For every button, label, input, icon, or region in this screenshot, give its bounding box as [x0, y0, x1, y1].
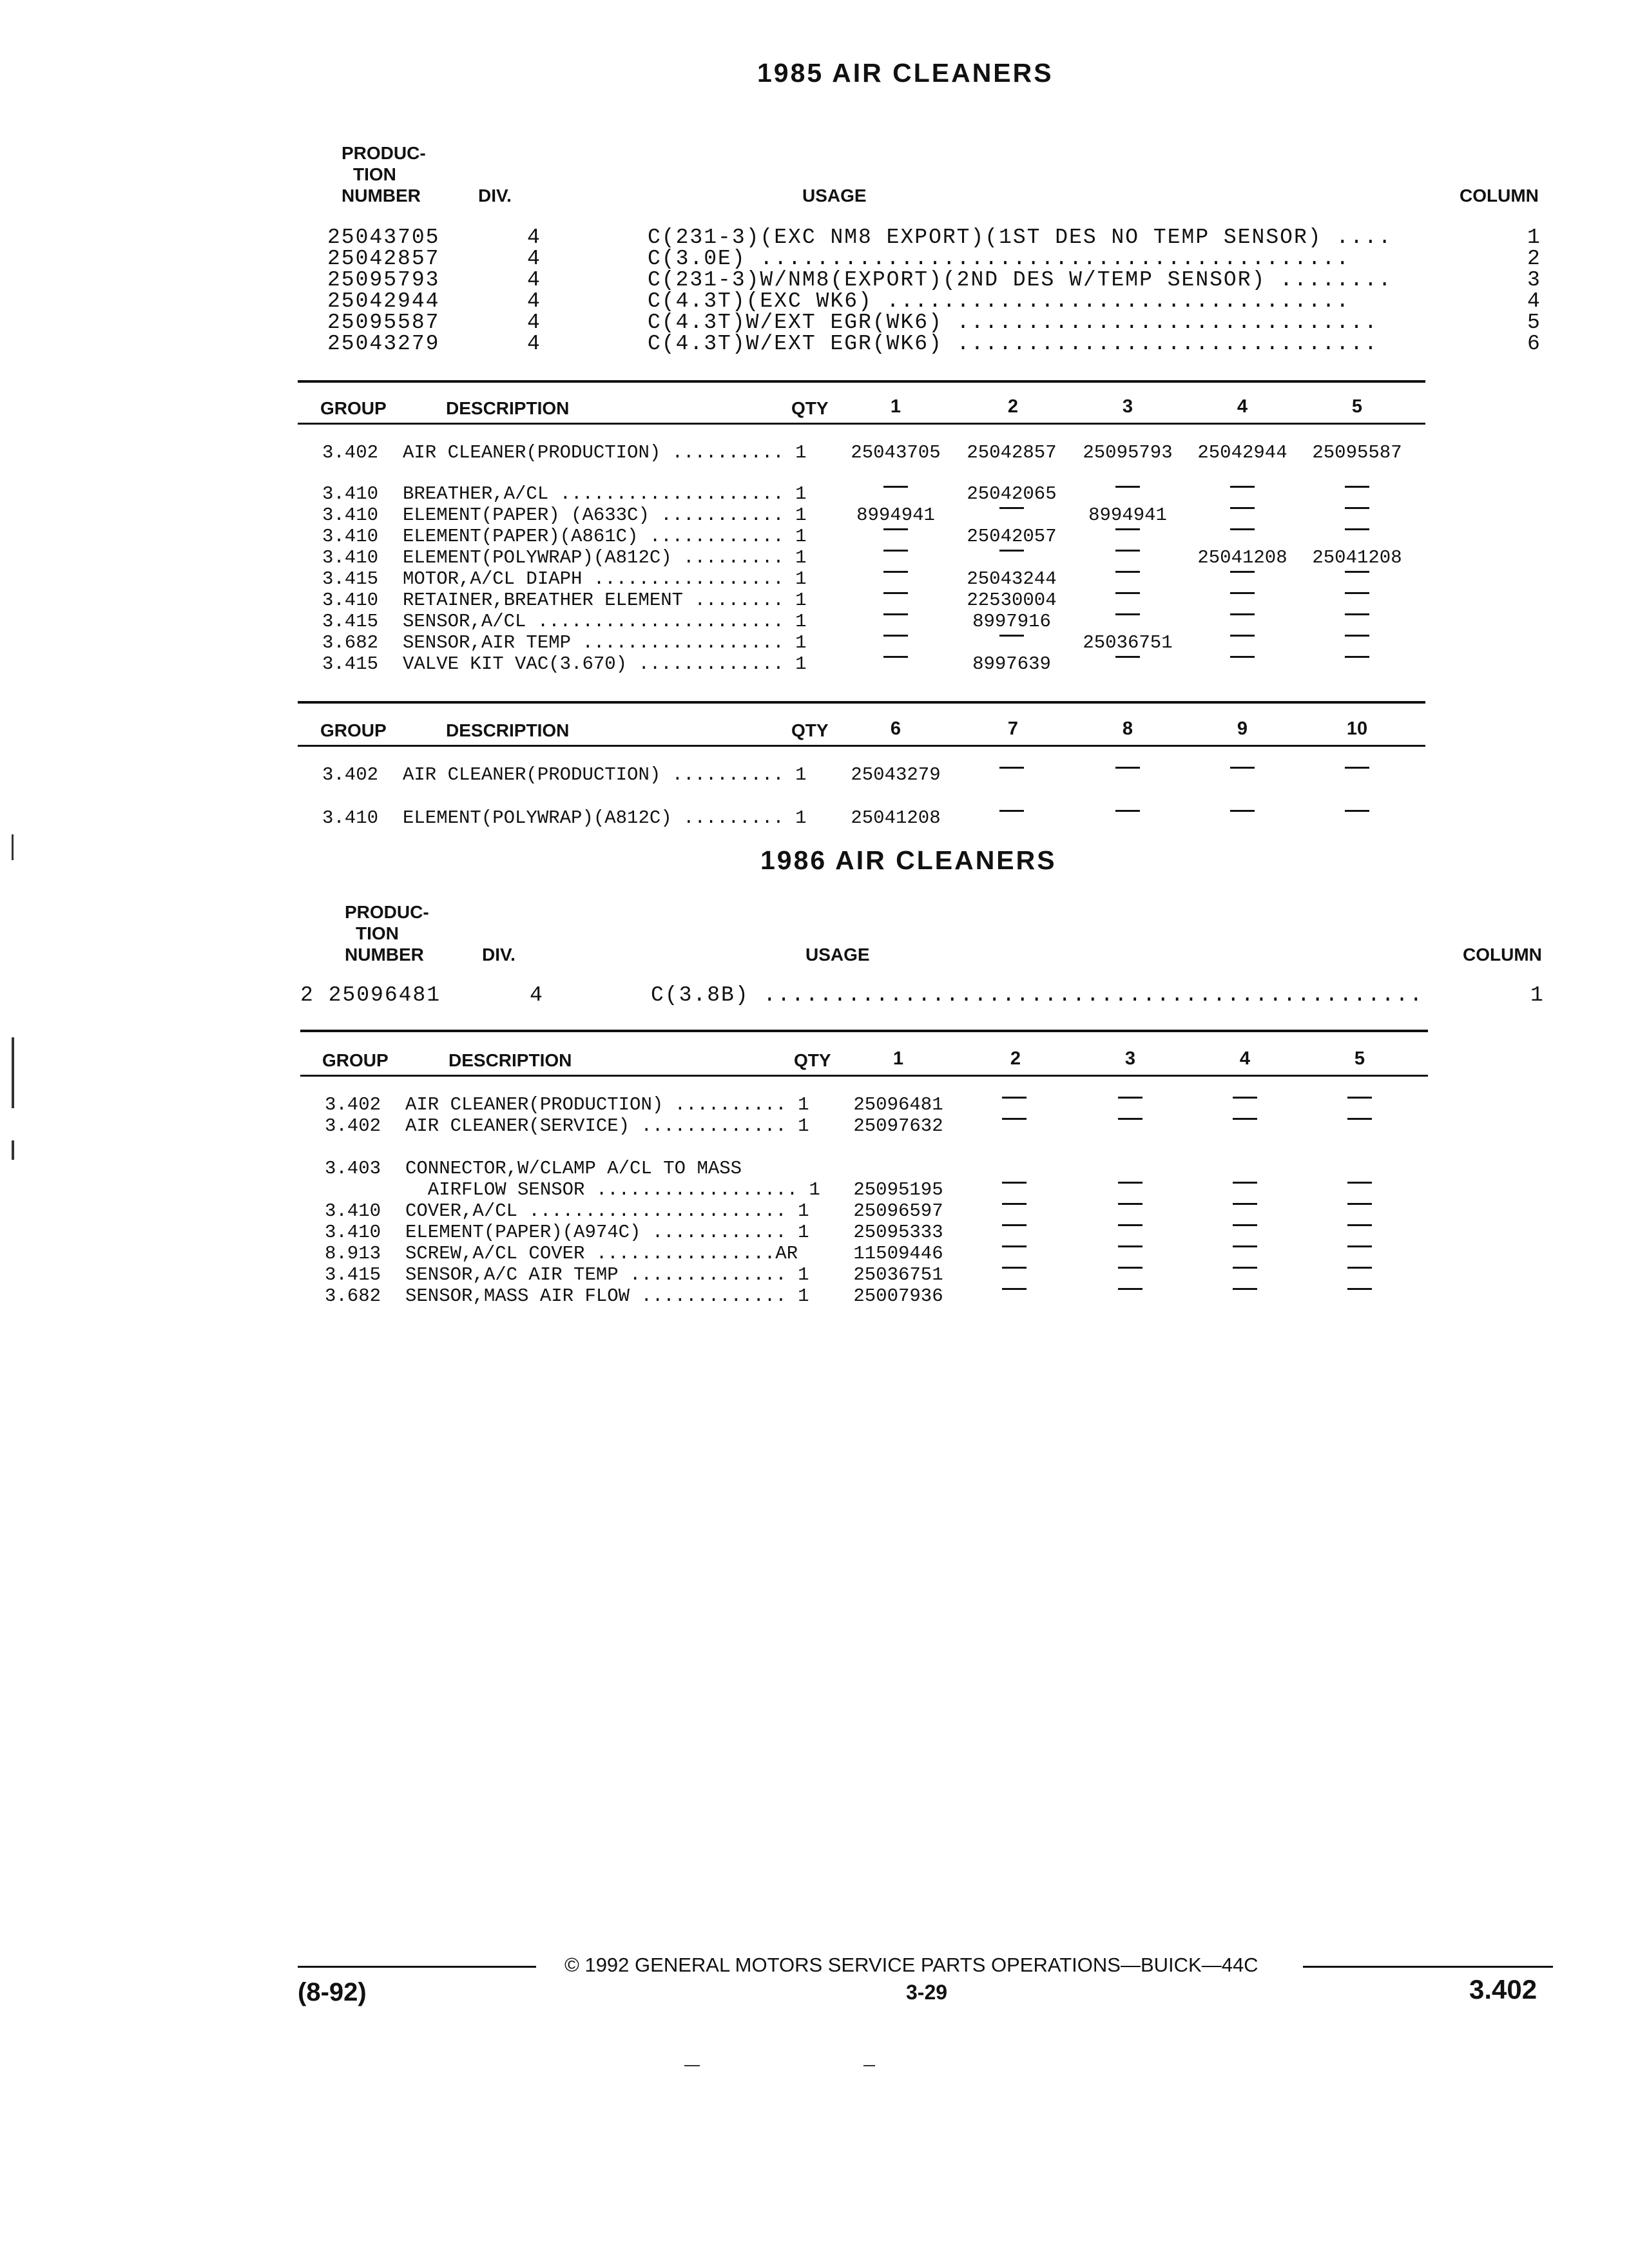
table-cell-dash	[883, 592, 908, 594]
table-cell-description: SENSOR,MASS AIR FLOW ............. 1	[405, 1285, 809, 1307]
table-cell-dash	[999, 635, 1024, 637]
table-cell-dash	[1115, 592, 1140, 594]
table-cell-dash	[1115, 550, 1140, 552]
table-cell-dash	[1345, 613, 1369, 615]
col-header-group: GROUP	[322, 1050, 389, 1070]
table-cell-dash	[1345, 767, 1369, 769]
table-cell-dash	[883, 656, 908, 658]
usage-header: USAGE	[805, 945, 870, 965]
scan-mark	[863, 2065, 875, 2066]
prod-number-header-line3: NUMBER	[342, 186, 421, 206]
table-cell-description: ELEMENT(POLYWRAP)(A812C) ......... 1	[403, 547, 807, 568]
table-cell-part-number: 25007936	[853, 1285, 943, 1307]
prod-number: 25043279	[327, 332, 440, 356]
table-cell-dash	[999, 767, 1024, 769]
table-cell-group: 3.410	[322, 807, 379, 829]
table-cell-dash	[883, 528, 908, 530]
col-header-3: 3	[1122, 396, 1133, 417]
table-cell-part-number: 25041208	[851, 807, 941, 829]
table-cell-dash	[1230, 810, 1255, 812]
table-cell-dash	[1118, 1097, 1142, 1099]
table-cell-dash	[1118, 1182, 1142, 1184]
scan-mark	[12, 834, 14, 860]
prod-column: 4	[1527, 289, 1541, 313]
table-cell-description: SENSOR,A/CL ...................... 1	[403, 611, 807, 632]
prod-usage: C(4.3T)(EXC WK6) .................................	[648, 289, 1351, 313]
column-header: COLUMN	[1460, 186, 1539, 206]
table-cell-description: BREATHER,A/CL .................... 1	[403, 483, 807, 505]
prod-number: 2 25096481	[300, 983, 441, 1007]
prod-usage: C(231-3)(EXC NM8 EXPORT)(1ST DES NO TEMP SENSOR) ....	[648, 226, 1393, 249]
table-cell-part-number: 25042065	[967, 483, 1057, 505]
div-header: DIV.	[478, 186, 512, 206]
div-header: DIV.	[482, 945, 516, 965]
prod-number-header-line1: PRODUC-	[345, 902, 429, 922]
prod-usage: C(4.3T)W/EXT EGR(WK6) ..............................	[648, 311, 1378, 334]
col-header-4: 4	[1239, 1048, 1251, 1069]
table-cell-part-number: 25036751	[853, 1264, 943, 1285]
table-cell-dash	[1233, 1288, 1257, 1290]
table-cell-group: 3.410	[322, 483, 379, 505]
table-cell-dash	[1230, 635, 1255, 637]
table-cell-description: RETAINER,BREATHER ELEMENT ........ 1	[403, 590, 807, 611]
table-cell-part-number: 25036751	[1083, 632, 1173, 653]
table-rule	[298, 701, 1425, 704]
footer-rule-right	[1303, 1966, 1553, 1968]
table-cell-dash	[1230, 767, 1255, 769]
table-cell-dash	[1115, 571, 1140, 573]
table-cell-dash	[1347, 1288, 1372, 1290]
table-cell-dash	[1347, 1224, 1372, 1226]
footer-copyright: © 1992 GENERAL MOTORS SERVICE PARTS OPERATIONS—BUICK—44C	[564, 1954, 1258, 1976]
table-cell-dash	[1233, 1203, 1257, 1205]
table-cell-dash	[1230, 486, 1255, 488]
table-cell-dash	[1118, 1118, 1142, 1120]
prod-number: 25042857	[327, 247, 440, 271]
prod-column: 6	[1527, 332, 1541, 356]
table-cell-dash	[1230, 528, 1255, 530]
table-cell-group: 3.402	[322, 764, 379, 785]
col-header-group: GROUP	[320, 398, 387, 418]
table-cell-part-number: 8997639	[972, 653, 1051, 675]
footer-page-number: 3-29	[906, 1981, 948, 2004]
table-cell-description: ELEMENT(PAPER) (A633C) ........... 1	[403, 505, 807, 526]
table-cell-part-number: 25043279	[851, 764, 941, 785]
table-cell-part-number: 22530004	[967, 590, 1057, 611]
table-cell-description: ELEMENT(PAPER)(A861C) ............ 1	[403, 526, 807, 547]
section-title-1986: 1986 AIR CLEANERS	[760, 845, 1057, 875]
prod-div: 4	[527, 226, 541, 249]
table-rule	[298, 380, 1425, 383]
prod-usage: C(231-3)W/NM8(EXPORT)(2ND DES W/TEMP SENSOR) ........	[648, 268, 1393, 292]
table-cell-description: AIRFLOW SENSOR .................. 1	[405, 1179, 820, 1200]
table-cell-part-number: 25042944	[1197, 442, 1287, 463]
table-cell-dash	[1347, 1245, 1372, 1247]
table-cell-dash	[1118, 1224, 1142, 1226]
table-cell-dash	[1347, 1097, 1372, 1099]
col-header-3: 3	[1124, 1048, 1136, 1069]
table-cell-dash	[1233, 1097, 1257, 1099]
table-cell-dash	[1233, 1224, 1257, 1226]
scan-mark	[12, 1037, 14, 1108]
prod-number-header-line2: TION	[353, 164, 396, 184]
table-cell-dash	[1115, 528, 1140, 530]
prod-column: 2	[1527, 247, 1541, 271]
table-cell-part-number: 25043705	[851, 442, 941, 463]
table-cell-dash	[1230, 656, 1255, 658]
col-header-1: 1	[890, 396, 901, 417]
table-cell-dash	[1230, 592, 1255, 594]
table-rule	[300, 1030, 1428, 1032]
table-cell-part-number: 8997916	[972, 611, 1051, 632]
table-cell-dash	[883, 486, 908, 488]
table-cell-dash	[1230, 571, 1255, 573]
prod-div: 4	[527, 268, 541, 292]
table-cell-part-number: 25097632	[853, 1115, 943, 1137]
table-cell-dash	[1002, 1245, 1027, 1247]
table-cell-dash	[999, 507, 1024, 509]
table-cell-dash	[1345, 528, 1369, 530]
table-cell-group: 3.682	[325, 1285, 381, 1307]
table-cell-dash	[1233, 1182, 1257, 1184]
prod-usage: C(3.0E) ..........................................	[648, 247, 1351, 271]
table-cell-dash	[1002, 1267, 1027, 1269]
prod-number: 25043705	[327, 226, 440, 249]
table-cell-dash	[883, 550, 908, 552]
footer-section-number: 3.402	[1469, 1974, 1537, 2004]
table-cell-group: 8.913	[325, 1243, 381, 1264]
col-header-1: 1	[892, 1048, 904, 1069]
prod-usage: C(4.3T)W/EXT EGR(WK6) ..............................	[648, 332, 1378, 356]
table-cell-dash	[1345, 571, 1369, 573]
table-cell-part-number: 25042057	[967, 526, 1057, 547]
table-cell-dash	[1347, 1267, 1372, 1269]
column-header: COLUMN	[1463, 945, 1542, 965]
table-cell-dash	[1233, 1245, 1257, 1247]
col-header-6: 6	[890, 718, 901, 739]
prod-column: 5	[1527, 311, 1541, 334]
table-cell-dash	[883, 635, 908, 637]
table-cell-part-number: 25095333	[853, 1222, 943, 1243]
col-header-description: DESCRIPTION	[448, 1050, 572, 1070]
table-cell-description: SCREW,A/CL COVER ................AR	[405, 1243, 798, 1264]
table-cell-description: ELEMENT(PAPER)(A974C) ............ 1	[405, 1222, 809, 1243]
table-cell-dash	[1345, 592, 1369, 594]
table-cell-dash	[1230, 613, 1255, 615]
table-cell-group: 3.410	[322, 590, 379, 611]
table-cell-dash	[883, 571, 908, 573]
prod-number-header-line1: PRODUC-	[342, 143, 426, 163]
table-cell-group: 3.402	[325, 1094, 381, 1115]
table-cell-dash	[1118, 1245, 1142, 1247]
table-rule	[300, 1075, 1428, 1077]
table-cell-dash	[999, 810, 1024, 812]
prod-div: 4	[527, 247, 541, 271]
table-cell-dash	[1118, 1203, 1142, 1205]
table-cell-part-number: 25095793	[1083, 442, 1173, 463]
footer-rule-left	[298, 1966, 536, 1968]
table-cell-dash	[1230, 507, 1255, 509]
table-cell-part-number: 25095195	[853, 1179, 943, 1200]
prod-number: 25095587	[327, 311, 440, 334]
table-cell-dash	[1347, 1203, 1372, 1205]
col-header-2: 2	[1010, 1048, 1021, 1069]
table-cell-group: 3.415	[322, 611, 379, 632]
table-cell-group: 3.402	[325, 1115, 381, 1137]
table-cell-dash	[1345, 507, 1369, 509]
table-cell-description: SENSOR,A/C AIR TEMP .............. 1	[405, 1264, 809, 1285]
table-cell-group: 3.410	[322, 547, 379, 568]
table-cell-dash	[1118, 1267, 1142, 1269]
table-cell-dash	[1345, 656, 1369, 658]
table-cell-dash	[1347, 1118, 1372, 1120]
table-cell-dash	[1233, 1267, 1257, 1269]
col-header-2: 2	[1007, 396, 1019, 417]
prod-number: 25042944	[327, 289, 440, 313]
table-cell-group: 3.410	[325, 1200, 381, 1222]
table-rule	[298, 745, 1425, 747]
col-header-group: GROUP	[320, 720, 387, 740]
table-cell-dash	[1115, 810, 1140, 812]
table-cell-dash	[1233, 1118, 1257, 1120]
table-cell-group: 3.410	[325, 1222, 381, 1243]
table-cell-dash	[1002, 1097, 1027, 1099]
table-cell-dash	[1347, 1182, 1372, 1184]
col-header-description: DESCRIPTION	[446, 398, 570, 418]
table-cell-group: 3.415	[322, 568, 379, 590]
table-cell-group: 3.682	[322, 632, 379, 653]
table-cell-dash	[1002, 1203, 1027, 1205]
col-header-qty: QTY	[791, 398, 829, 418]
table-cell-group: 3.415	[322, 653, 379, 675]
table-cell-part-number: 25096597	[853, 1200, 943, 1222]
table-cell-dash	[1115, 767, 1140, 769]
scan-mark	[12, 1140, 14, 1160]
table-cell-description: AIR CLEANER(SERVICE) ............. 1	[405, 1115, 809, 1137]
table-cell-part-number: 25095587	[1312, 442, 1402, 463]
col-header-8: 8	[1122, 718, 1133, 739]
col-header-qty: QTY	[791, 720, 829, 740]
table-cell-part-number: 11509446	[853, 1243, 943, 1264]
table-cell-part-number: 8994941	[1088, 505, 1167, 526]
table-cell-description: MOTOR,A/CL DIAPH ................. 1	[403, 568, 807, 590]
table-cell-part-number: 25043244	[967, 568, 1057, 590]
table-cell-description: AIR CLEANER(PRODUCTION) .......... 1	[403, 442, 807, 463]
table-cell-description: AIR CLEANER(PRODUCTION) .......... 1	[405, 1094, 809, 1115]
col-header-10: 10	[1346, 718, 1368, 739]
prod-div: 4	[527, 332, 541, 356]
table-cell-dash	[999, 550, 1024, 552]
prod-div: 4	[530, 983, 544, 1007]
section-title-1985: 1985 AIR CLEANERS	[757, 58, 1054, 88]
table-cell-dash	[1115, 613, 1140, 615]
table-cell-dash	[1002, 1118, 1027, 1120]
table-cell-description: ELEMENT(POLYWRAP)(A812C) ......... 1	[403, 807, 807, 829]
prod-usage: C(3.8B) ...............................................	[651, 983, 1424, 1007]
table-cell-group: 3.402	[322, 442, 379, 463]
prod-column: 1	[1530, 983, 1545, 1007]
prod-number: 25095793	[327, 268, 440, 292]
table-cell-dash	[1115, 486, 1140, 488]
usage-header: USAGE	[802, 186, 867, 206]
col-header-7: 7	[1007, 718, 1019, 739]
prod-number-header-line2: TION	[356, 923, 399, 943]
table-cell-dash	[1002, 1182, 1027, 1184]
table-cell-part-number: 8994941	[856, 505, 935, 526]
table-cell-dash	[1345, 810, 1369, 812]
col-header-qty: QTY	[794, 1050, 831, 1070]
table-cell-dash	[1118, 1288, 1142, 1290]
scan-mark	[684, 2065, 700, 2066]
table-cell-part-number: 25096481	[853, 1094, 943, 1115]
table-cell-description: SENSOR,AIR TEMP .................. 1	[403, 632, 807, 653]
col-header-5: 5	[1351, 396, 1363, 417]
table-cell-description: VALVE KIT VAC(3.670) ............. 1	[403, 653, 807, 675]
table-cell-description: CONNECTOR,W/CLAMP A/CL TO MASS	[405, 1158, 742, 1179]
table-cell-group: 3.410	[322, 526, 379, 547]
col-header-4: 4	[1237, 396, 1248, 417]
table-cell-dash	[883, 613, 908, 615]
col-header-9: 9	[1237, 718, 1248, 739]
table-cell-dash	[1345, 486, 1369, 488]
table-cell-dash	[1002, 1288, 1027, 1290]
footer-date: (8-92)	[298, 1978, 367, 2006]
prod-number-header-line3: NUMBER	[345, 945, 424, 965]
prod-div: 4	[527, 311, 541, 334]
prod-div: 4	[527, 289, 541, 313]
table-cell-description: COVER,A/CL ....................... 1	[405, 1200, 809, 1222]
table-rule	[298, 423, 1425, 425]
table-cell-dash	[1115, 656, 1140, 658]
prod-column: 1	[1527, 226, 1541, 249]
table-cell-description: AIR CLEANER(PRODUCTION) .......... 1	[403, 764, 807, 785]
col-header-5: 5	[1354, 1048, 1365, 1069]
table-cell-group: 3.410	[322, 505, 379, 526]
table-cell-part-number: 25042857	[967, 442, 1057, 463]
table-cell-dash	[1345, 635, 1369, 637]
table-cell-part-number: 25041208	[1312, 547, 1402, 568]
table-cell-dash	[1002, 1224, 1027, 1226]
table-cell-group: 3.415	[325, 1264, 381, 1285]
prod-column: 3	[1527, 268, 1541, 292]
table-cell-part-number: 25041208	[1197, 547, 1287, 568]
col-header-description: DESCRIPTION	[446, 720, 570, 740]
table-cell-group: 3.403	[325, 1158, 381, 1179]
